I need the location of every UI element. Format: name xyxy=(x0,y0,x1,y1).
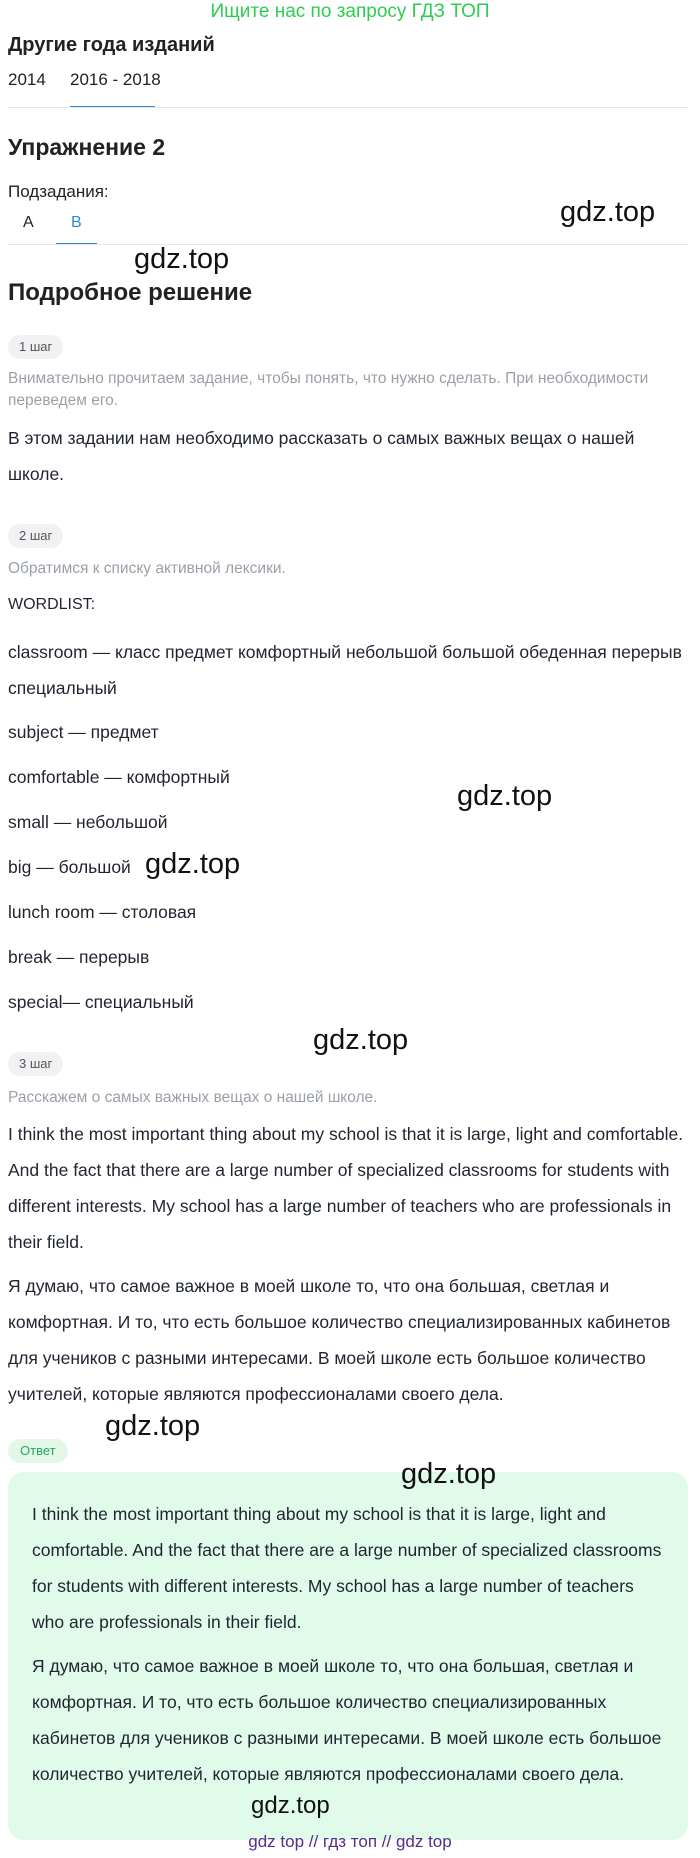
step-3-text-en: I think the most important thing about my school is that it is large, light and comfortable. And the fact that there are a large number of specialized classrooms for students with different interests. My school has a large number of teachers who are professionals in their field. xyxy=(8,1124,684,1252)
wordlist-item: break — перерыв xyxy=(8,947,150,967)
subtask-tab-a[interactable]: А xyxy=(23,214,34,231)
wordlist-item: comfortable — комфортный xyxy=(8,767,230,787)
subtasks-label: Подзадания: xyxy=(8,182,109,201)
wordlist-item: small — небольшой xyxy=(8,812,168,832)
year-tab-2014[interactable]: 2014 xyxy=(8,70,46,89)
step-1-hint: Внимательно прочитаем задание, чтобы понять, что нужно сделать. При необходимости переведем его. xyxy=(8,370,649,409)
step-3-hint: Расскажем о самых важных вещах о нашей школе. xyxy=(8,1089,378,1106)
subtask-tab-b[interactable]: В xyxy=(71,214,82,231)
watermark: gdz.top xyxy=(313,1024,409,1056)
solution-title: Подробное решение xyxy=(8,279,253,306)
years-tabs xyxy=(8,70,308,94)
watermark: gdz.top xyxy=(457,780,553,812)
step-badge-1: 1 шаг xyxy=(8,335,63,359)
wordlist-item: classroom — класс предмет комфортный небольшой большой обеденная перерыв специальный xyxy=(8,642,682,698)
year-tab-2016-2018[interactable]: 2016 - 2018 xyxy=(70,70,161,89)
answer-text-en: I think the most important thing about my school is that it is large, light and comfortable. And the fact that there are a large number of specialized classrooms for students with different interests. My school has a large number of teachers who are professionals in their field. xyxy=(32,1504,662,1632)
step-2-hint: Обратимся к списку активной лексики. xyxy=(8,560,286,577)
watermark: gdz.top xyxy=(401,1458,497,1490)
other-years-heading: Другие года изданий xyxy=(8,34,215,56)
answer-text-ru: Я думаю, что самое важное в моей школе то, что она большая, светлая и комфортная. И то, что есть большое количество специализированных кабинетов для учеников с разными интересами. В моей школе есть большое количество учителей, которые являются профессионалами своего дела. xyxy=(32,1656,662,1784)
divider xyxy=(8,107,688,108)
watermark: gdz.top xyxy=(134,243,230,275)
exercise-title: Упражнение 2 xyxy=(8,134,166,160)
wordlist-title: WORDLIST: xyxy=(8,596,96,613)
watermark: gdz.top xyxy=(560,196,656,228)
divider xyxy=(8,244,688,245)
wordlist-item: subject — предмет xyxy=(8,722,159,742)
watermark: gdz.top xyxy=(251,1792,330,1819)
watermark: gdz.top xyxy=(145,848,241,880)
step-badge-2: 2 шаг xyxy=(8,524,63,548)
watermark: gdz.top xyxy=(105,1410,201,1442)
wordlist-item: special— специальный xyxy=(8,992,194,1012)
wordlist-item: big — большой xyxy=(8,857,131,877)
answer-badge: Ответ xyxy=(8,1439,68,1463)
search-banner: Ищите нас по запросу ГДЗ ТОП xyxy=(210,1,490,22)
step-3-text-ru: Я думаю, что самое важное в моей школе то, что она большая, светлая и комфортная. И то, что есть большое количество специализированных кабинетов для учеников с разными интересами. В моей школе есть большое количество учителей, которые являются профессионалами своего дела. xyxy=(8,1276,671,1404)
footer-links[interactable]: gdz top // гдз топ // gdz top xyxy=(248,1832,452,1851)
step-1-text: В этом задании нам необходимо рассказать о самых важных вещах о нашей школе. xyxy=(8,428,635,484)
step-badge-3: 3 шаг xyxy=(8,1052,63,1076)
wordlist-item: lunch room — столовая xyxy=(8,902,197,922)
